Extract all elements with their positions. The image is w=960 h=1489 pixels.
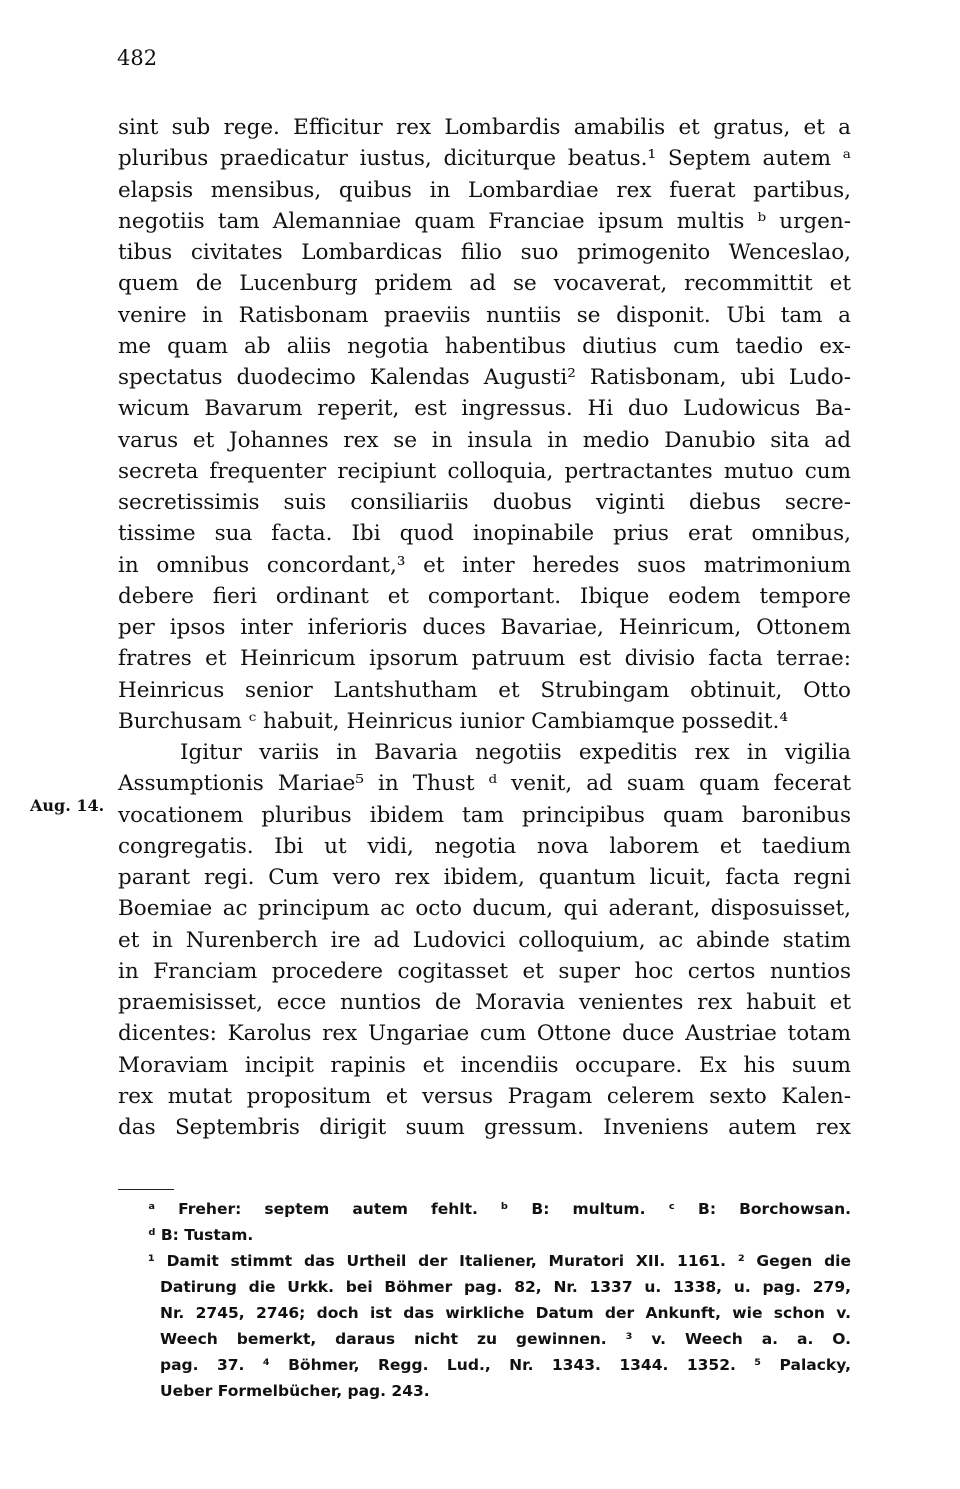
text-line: tissime sua facta. Ibi quod inopinabile prius erat omnibus, [118,521,851,547]
footnote-line: Nr. 2745, 2746; doch ist das wirkliche Datum der Ankunft, wie schon v. [160,1304,851,1322]
text-line: parant regi. Cum vero rex ibidem, quantum licuit, facta regni [118,865,851,890]
footnote-line: ᵈ B: Tustam. [148,1226,254,1244]
margin-note: Aug. 14. [30,796,105,815]
text-line: sint sub rege. Efficitur rex Lombardis amabilis et gratus, et a [118,115,851,140]
text-line: vocationem pluribus ibidem tam principibus quam baronibus [118,802,851,828]
text-line: wicum Bavarum reperit, est ingressus. Hi duo Ludowicus Ba- [118,396,851,422]
text-line: debere fieri ordinant et comportant. Ibique eodem tempore [118,583,851,609]
text-line: varus et Johannes rex se in insula in medio Danubio sita ad [118,427,851,453]
footnote-line: Ueber Formelbücher, pag. 243. [160,1382,430,1400]
text-line: elapsis mensibus, quibus in Lombardiae rex fuerat partibus, [118,177,851,203]
text-line: praemisisset, ecce nuntios de Moravia venientes rex habuit et [118,990,851,1015]
page-number: 482 [117,46,158,70]
text-line: negotiis tam Alemanniae quam Franciae ipsum multis ᵇ urgen- [118,208,851,234]
footnote-line: ¹ Damit stimmt das Urtheil der Italiener, Muratori XII. 1161. ² Gegen die [148,1252,851,1270]
text-line: spectatus duodecimo Kalendas Augusti² Ratisbonam, ubi Ludo- [118,365,851,390]
text-line: rex mutat propositum et versus Pragam celerem sexto Kalen- [118,1083,851,1109]
footnote-line: Datirung die Urkk. bei Böhmer pag. 82, Nr. 1337 u. 1338, u. pag. 279, [160,1278,851,1296]
text-line: per ipsos inter inferioris duces Bavariae, Heinricum, Ottonem [118,615,851,640]
text-line: Moraviam incipit rapinis et incendiis occupare. Ex his suum [118,1052,851,1078]
text-line: pluribus praedicatur iustus, diciturque beatus.¹ Septem autem ᵃ [118,146,851,172]
text-line: in Franciam procedere cogitasset et super hoc certos nuntios [118,958,851,984]
text-line: Igitur variis in Bavaria negotiis expeditis rex in vigilia [180,740,851,765]
footnote-rule [118,1189,174,1190]
footnote-line: pag. 37. ⁴ Böhmer, Regg. Lud., Nr. 1343. 1344. 1352. ⁵ Palacky, [160,1356,851,1374]
text-line: et in Nurenberch ire ad Ludovici colloquium, ac abinde statim [118,927,851,953]
text-line: in omnibus concordant,³ et inter heredes suos matrimonium [118,552,851,578]
footnote-line: Weech bemerkt, daraus nicht zu gewinnen. ³ v. Weech a. a. O. [160,1330,851,1348]
text-line: tibus civitates Lombardicas filio suo primogenito Wenceslao, [118,240,851,265]
text-line: Burchusam ᶜ habuit, Heinricus iunior Cambiamque possedit.⁴ [118,708,788,734]
text-line: secretissimis suis consiliariis duobus viginti diebus secre- [118,490,851,515]
footnotes [148,1196,851,1404]
text-line: dicentes: Karolus rex Ungariae cum Ottone duce Austriae totam [118,1021,851,1047]
text-line: Boemiae ac principum ac octo ducum, qui aderant, disposuisset, [118,896,851,922]
footnote-line: ᵃ Freher: septem autem fehlt. ᵇ B: multum. ᶜ B: Borchowsan. [148,1200,851,1218]
body-text [118,112,851,1143]
text-line: venire in Ratisbonam praeviis nuntiis se disponit. Ubi tam a [118,302,851,328]
text-line: Assumptionis Mariae⁵ in Thust ᵈ venit, ad suam quam fecerat [118,771,851,797]
text-line: quem de Lucenburg pridem ad se vocaverat, recommittit et [118,271,851,297]
text-line: me quam ab aliis negotia habentibus diutius cum taedio ex- [118,333,851,359]
text-line: secreta frequenter recipiunt colloquia, pertractantes mutuo cum [118,458,851,484]
text-line: congregatis. Ibi ut vidi, negotia nova laborem et taedium [118,833,851,859]
text-line: fratres et Heinricum ipsorum patruum est divisio facta terrae: [118,646,851,672]
text-line: das Septembris dirigit suum gressum. Inveniens autem rex [118,1115,851,1140]
text-line: Heinricus senior Lantshutham et Strubingam obtinuit, Otto [118,677,851,703]
